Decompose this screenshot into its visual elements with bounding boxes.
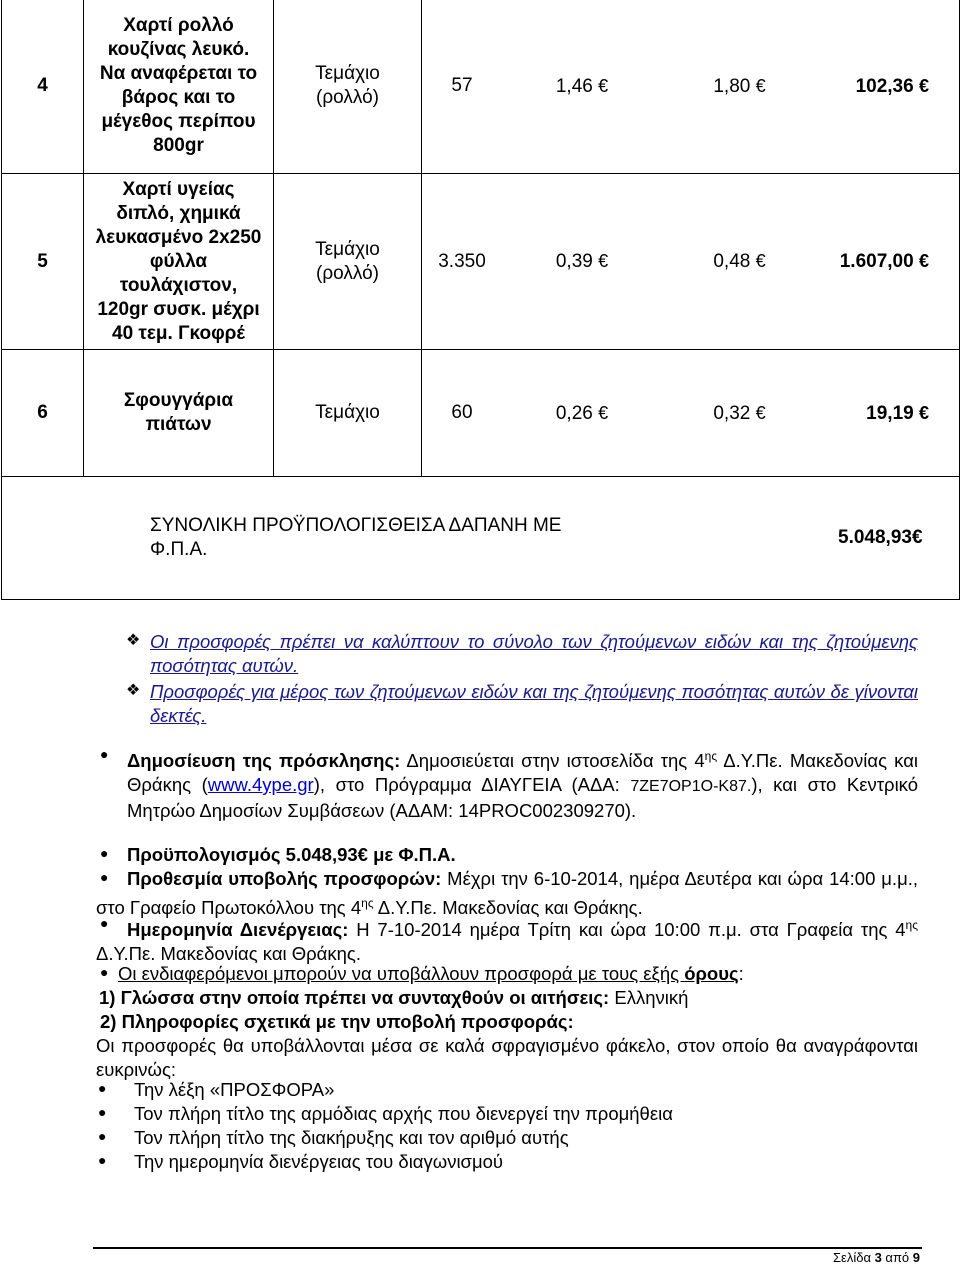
- bullet-icon: ●: [98, 1128, 107, 1144]
- bullet-icon: ●: [100, 746, 109, 762]
- item-price-vat: 0,48 €: [713, 251, 766, 272]
- bullet-icon: ●: [98, 1152, 107, 1168]
- bullet-icon: ●: [100, 915, 109, 931]
- total-row: [2, 477, 960, 600]
- item-quantity: 57: [451, 75, 473, 96]
- term-2-text: Οι προσφορές θα υποβάλλονται μέσα σε καλά σφραγισμένο φάκελο, στον οποίο θα αναγράφονται ευκρινώς:: [96, 1035, 918, 1080]
- list-item: Την ημερομηνία διενέργειας του διαγωνισμού: [134, 1151, 504, 1172]
- item-quantity: 60: [451, 402, 473, 423]
- terms-intro: Οι ενδιαφερόμενοι μπορούν να υποβάλλουν προσφορά με τους εξής όρους:: [118, 963, 744, 984]
- row-number: 4: [2, 0, 84, 174]
- list-item: Τον πλήρη τίτλο της διακήρυξης και τον αριθμό αυτής: [134, 1127, 569, 1148]
- item-price: 0,26 €: [555, 402, 609, 424]
- page-number: Σελίδα 3 από 9: [832, 1250, 920, 1265]
- item-description: Χαρτί υγείας διπλό, χημικά λευκασμένο 2x250 φύλλα τουλάχιστον, 120gr συσκ. μέχρι 40 τεμ. Γκοφρέ: [84, 174, 274, 350]
- website-link[interactable]: www.4ype.gr: [207, 774, 314, 796]
- item-quantity: 3.350: [438, 250, 486, 272]
- total-label: ΣΥΝΟΛΙΚΗ ΠΡΟΫΠΟΛΟΓΙΣΘΕΙΣΑ ΔΑΠΑΝΗ ΜΕ Φ.Π.Α.: [150, 515, 562, 560]
- note-2: Προσφορές για μέρος των ζητούμενων ειδών και της ζητούμενης ποσότητας αυτών δε γίνονται δεκτές.: [150, 681, 918, 726]
- item-price-vat: 1,80 €: [713, 75, 766, 97]
- total-value: 5.048,93€: [838, 527, 923, 548]
- bullet-icon: ●: [100, 845, 109, 861]
- row-number: 5: [2, 174, 84, 350]
- item-price: 1,46 €: [555, 75, 609, 97]
- bullet-icon: ●: [98, 1104, 107, 1120]
- item-price: 0,39 €: [555, 251, 609, 272]
- diamond-bullet-icon: ❖: [126, 682, 141, 699]
- budget-line: Προϋπολογισμός 5.048,93€ με Φ.Π.Α.: [127, 844, 456, 865]
- item-unit: Τεμάχιο (ρολλό): [274, 174, 422, 350]
- list-item: Την λέξη «ΠΡΟΣΦΟΡΑ»: [134, 1079, 335, 1100]
- term-1: 1) Γλώσσα στην οποία πρέπει να συνταχθούν οι αιτήσεις: Ελληνική: [99, 987, 689, 1008]
- deadline-paragraph: Προθεσμία υποβολής προσφορών: Μέχρι την 6-10-2014, ημέρα Δευτέρα και ώρα 14:00 μ.μ., στο Γραφείο Πρωτοκόλλου της $4^{\eta\varsigma}$ Δ.Υ.Πε. Μακεδονίας και Θράκης.: [96, 868, 919, 919]
- item-total: 1.607,00 €: [839, 251, 929, 272]
- table-row: [2, 0, 960, 174]
- item-total: 19,19 €: [866, 402, 929, 424]
- item-unit: Τεμάχιο (ρολλό): [274, 0, 422, 174]
- diamond-bullet-icon: ❖: [126, 632, 141, 649]
- item-description: Σφουγγάρια πιάτων: [84, 350, 274, 477]
- item-description: Χαρτί ρολλό κουζίνας λευκό. Να αναφέρεται το βάρος και το μέγεθος περίπου 800gr: [84, 0, 274, 174]
- items-table: [1, 0, 960, 600]
- publication-paragraph: Δημοσίευση της πρόσκλησης: Δημοσιεύεται στην ιστοσελίδα της $4^{\eta\varsigma}$ Δ.Υ.Πε. Μακεδονίας και Θράκης (www.4ype.gr), στο Πρόγραμμα ΔΙΑΥΓΕΙΑ (ΑΔΑ: 7ΖΕ7ΟΡ1Ο-Κ87.), και στο Κεντρικό Μητρώο Δημοσίων Συμβάσεων (ΑΔΑΜ: 14PROC002309270).: [127, 749, 919, 822]
- note-1: Οι προσφορές πρέπει να καλύπτουν το σύνολο των ζητούμενων ειδών και της ζητούμενης ποσότητας αυτών.: [150, 631, 918, 676]
- bullet-icon: ●: [100, 869, 109, 885]
- term-2-label: 2) Πληροφορίες σχετικά με την υποβολή προσφοράς:: [100, 1011, 574, 1032]
- table-row: [2, 174, 960, 350]
- item-unit: Τεμάχιο: [274, 350, 422, 477]
- table-row: [2, 350, 960, 477]
- row-number: 6: [2, 350, 84, 477]
- item-total: 102,36 €: [855, 75, 929, 97]
- footer-divider: [93, 1247, 922, 1249]
- bullet-icon: ●: [100, 964, 109, 980]
- bullet-icon: ●: [98, 1080, 107, 1096]
- event-date-paragraph: Ημερομηνία Διενέργειας: Η 7-10-2014 ημέρα Τρίτη και ώρα 10:00 π.μ. στα Γραφεία της $4^{\eta\varsigma}$ Δ.Υ.Πε. Μακεδονίας και Θράκης.: [96, 918, 918, 965]
- list-item: Τον πλήρη τίτλο της αρμόδιας αρχής που διενεργεί την προμήθεια: [134, 1103, 673, 1124]
- item-price-vat: 0,32 €: [713, 402, 766, 424]
